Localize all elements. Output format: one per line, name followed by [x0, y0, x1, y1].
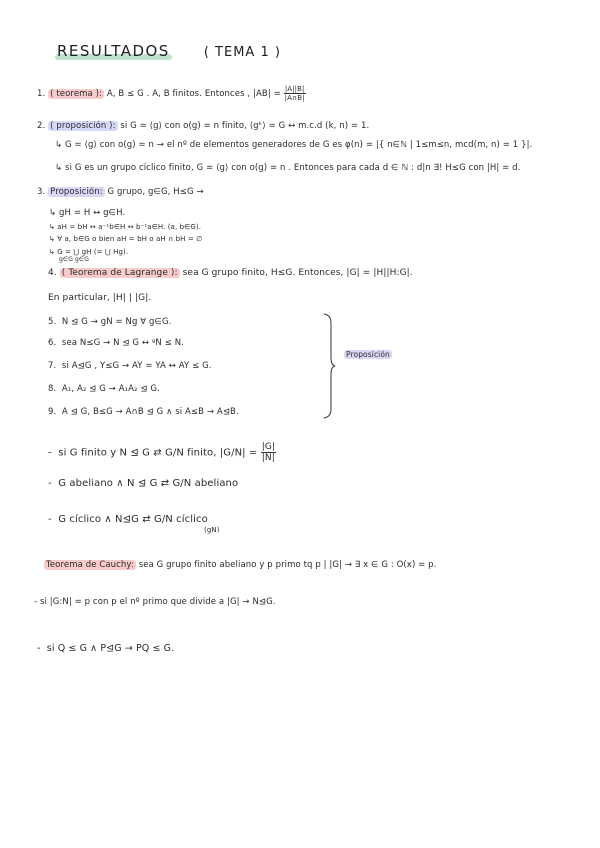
arrow-icon: ↳: [49, 223, 55, 231]
cauchy-corollary-1: - si |G:N| = p con p el nº primo que divide a |G| → N⊴G.: [34, 597, 276, 607]
result-2: 2. ( proposición ): si G = ⟨g⟩ con o(g) = n finito, ⟨gᵏ⟩ = G ↔ m.c.d (k, n) = 1.: [37, 121, 370, 131]
title-tema: ( TEMA 1 ): [203, 45, 281, 60]
result-8: 8. A₁, A₂ ⊴ G → A₁A₂ ⊴ G.: [48, 384, 160, 394]
page-title: [57, 42, 281, 60]
brace-label: Proposición: [346, 350, 390, 359]
result-3b: ↳ aH = bH ↔ a⁻¹b∈H ↔ b⁻¹a∈H. (a, b∈G).: [49, 223, 202, 231]
result-3: 3. Proposición: G grupo, g∈G, H≤G →: [37, 187, 204, 197]
result-4b: En particular, |H| | |G|.: [48, 293, 152, 303]
result-3a: ↳ gH = H ↔ g∈H.: [49, 208, 126, 218]
title-text: RESULTADOS: [57, 42, 170, 60]
arrow-icon: ↳: [49, 235, 55, 243]
quotient-2: - G abeliano ∧ N ⊴ G ⇄ G/N abeliano: [48, 478, 239, 489]
tag-proposicion: ( proposición ):: [50, 121, 116, 131]
arrow-icon: ↳: [55, 163, 63, 173]
result-5: 5. N ⊴ G → gN = Ng ∀ g∈G.: [48, 317, 172, 327]
result-1: 1. ( teorema ): A, B ≤ G . A, B finitos. Entonces , |AB| = $\frac{|A||B|}{|A\cap B|}$: [37, 85, 305, 102]
cauchy-theorem: Teorema de Cauchy: sea G grupo finito abeliano y p primo tq p | |G| → ∃ x ∈ G : O(x) = p.: [46, 560, 437, 570]
result-2b: ↳ si G es un grupo cíclico finito, G = ⟨g⟩ con o(g) = n . Entonces para cada d ∈ ℕ : d|n ∃! H≤G con |H| = d.: [55, 163, 521, 173]
tag-cauchy: Teorema de Cauchy:: [46, 560, 134, 570]
arrow-icon: ↳: [49, 208, 57, 218]
result-9: 9. A ⊴ G, B≤G → A∩B ⊴ G ∧ si A≤B → A⊴B.: [48, 407, 239, 417]
fraction-ab: $\frac{|A||B|}{|A\cap B|}$: [284, 85, 305, 102]
result-3d: ↳ G = ⋃ gH (= ⋃ Hg).: [49, 248, 129, 256]
result-3d-sub: g∈G g∈G: [59, 256, 89, 263]
tag-teorema: ( teorema ):: [50, 89, 103, 99]
quotient-3-sub: (gN): [204, 526, 220, 534]
result-7: 7. si A⊴G , Y≤G → AY = YA ↔ AY ≤ G.: [48, 361, 212, 371]
arrow-icon: ↳: [49, 248, 55, 256]
fraction-gn: $\frac{|G|}{|N|}$: [261, 442, 276, 463]
result-4: 4. ( Teorema de Lagrange ): sea G grupo finito, H≤G. Entonces, |G| = |H||H:G|.: [48, 268, 413, 278]
tag-proposicion-3: Proposición:: [50, 187, 103, 197]
quotient-3: - G cíclico ∧ N⊴G ⇄ G/N cíclico: [48, 514, 208, 525]
tag-lagrange: ( Teorema de Lagrange ):: [61, 268, 178, 278]
brace-icon: [322, 313, 336, 419]
cauchy-corollary-2: - si Q ≤ G ∧ P⊴G → PQ ≤ G.: [37, 643, 175, 654]
result-3c: ↳ ∀ a, b∈G o bien aH = bH o aH ∩ bH = ∅: [49, 235, 203, 243]
quotient-1: - si G finito y N ⊴ G ⇄ G/N finito, |G/N| = $\frac{|G|}{|N|}$: [48, 442, 276, 463]
arrow-icon: ↳: [55, 140, 63, 150]
result-2a: ↳ G = ⟨g⟩ con o(g) = n → el nº de elementos generadores de G es φ(n) = |{ n∈ℕ | 1≤m≤n, mcd(m, n) = 1 }|.: [55, 140, 533, 150]
result-6: 6. sea N≤G → N ⊴ G ↔ ᵍN ≤ N.: [48, 338, 184, 348]
